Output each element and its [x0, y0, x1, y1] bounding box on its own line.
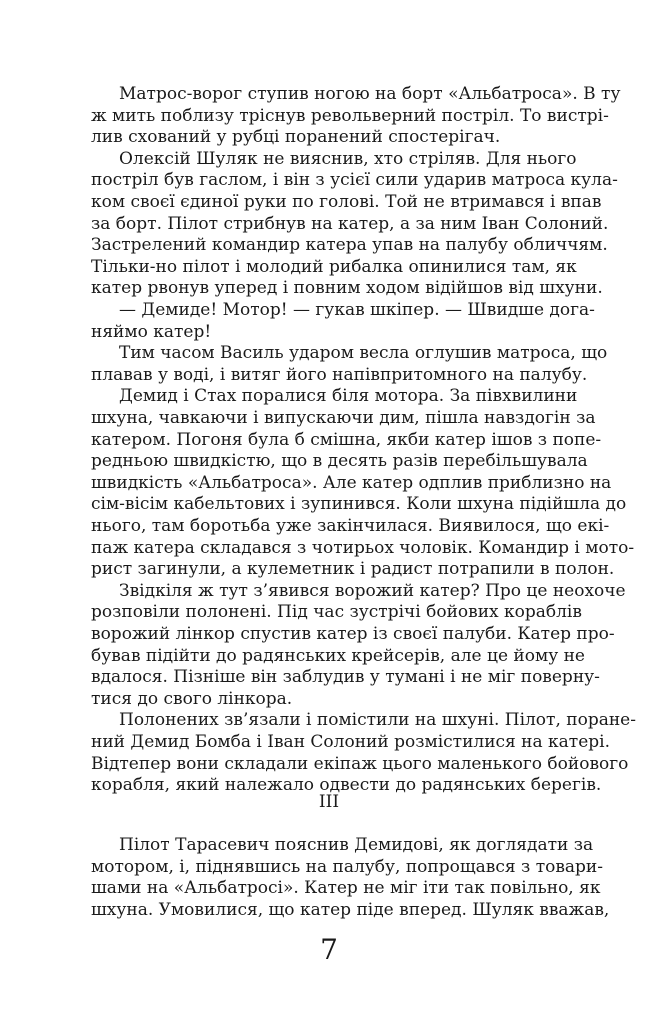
text-line: катером. Погоня була б смішна, якби катер ішов з попе-	[91, 429, 602, 450]
text-line: катер рвонув уперед і повним ходом відійшов від шхуни.	[91, 278, 603, 299]
text-line: лив схований у рубці поранений спостерігач.	[91, 127, 501, 148]
text-line: ний Демид Бомба і Іван Солоний розмістилися на катері.	[91, 732, 610, 752]
text-line: Олексій Шуляк не вияснив, хто стріляв. Для нього	[119, 148, 577, 169]
text-line: Демид і Стах поралися біля мотора. За півхвилини	[119, 386, 578, 407]
text-line: Матрос-ворог ступив ногою на борт «Альбатроса». В ту	[119, 84, 621, 104]
text-line: ворожий лінкор спустив катер із своєї палуби. Катер про-	[91, 624, 615, 644]
text-line: — Демиде! Мотор! — гукав шкіпер. — Швидше дога-	[119, 300, 595, 320]
text-line: мотором, і, піднявшись на палубу, попрощався з товари-	[91, 856, 604, 877]
text-line: Тільки-но пілот і молодий рибалка опинилися там, як	[91, 256, 577, 277]
text-line: нього, там боротьба уже закінчилася. Виявилося, що екі-	[91, 516, 610, 536]
text-line: швидкість «Альбатроса». Але катер одплив приблизно на	[91, 472, 612, 493]
text-line: бував підійти до радянських крейсерів, але це йому не	[91, 645, 585, 666]
text-line: плавав у воді, і витяг його напівпритомного на палубу.	[91, 364, 588, 385]
text-line: ж мить поблизу тріснув револьверний постріл. То вистрі-	[91, 105, 609, 126]
page-number: 7	[320, 933, 338, 966]
chapter-heading: III	[318, 792, 340, 812]
text-line: шами на «Альбатросі». Катер не міг іти так повільно, як	[91, 878, 601, 899]
text-line: ком своєї єдиної руки по голові. Той не втримався і впав	[91, 192, 602, 212]
text-line: Застрелений командир катера упав на палубу обличчям.	[91, 235, 608, 256]
text-line: корабля, який належало одвести до радянських берегів.	[91, 775, 602, 796]
text-line: постріл був гаслом, і він з усієї сили ударив матроса кула-	[91, 170, 618, 191]
text-line: вдалося. Пізніше він заблудив у тумані і не міг поверну-	[91, 667, 600, 688]
text-line: шхуна. Умовилися, що катер піде вперед. Шуляк вважав,	[91, 899, 610, 920]
text-line: редньою швидкістю, що в десять разів перебільшувала	[91, 451, 588, 472]
text-line: Відтепер вони складали екіпаж цього маленького бойового	[91, 753, 629, 774]
text-line: шхуна, чавкаючи і випускаючи дим, пішла навздогін за	[91, 408, 596, 428]
text-line: Полонених зв’язали і помістили на шхуні. Пілот, поране-	[119, 710, 636, 731]
text-line: паж катера складався з чотирьох чоловік. Командир і мото-	[91, 537, 635, 558]
text-line: няймо катер!	[91, 321, 212, 342]
text-line: за борт. Пілот стрибнув на катер, а за ним Іван Солоний.	[91, 213, 609, 234]
text-line: Тим часом Василь ударом весла оглушив матроса, що	[119, 343, 608, 364]
text-line: сім-вісім кабельтових і зупинився. Коли шхуна підійшла до	[91, 494, 627, 515]
text-line: рист загинули, а кулеметник і радист потрапили в полон.	[91, 559, 615, 580]
text-line: розповіли полонені. Під час зустрічі бойових кораблів	[91, 602, 582, 623]
text-line: тися до свого лінкора.	[91, 688, 293, 709]
text-line: Пілот Тарасевич пояснив Демидові, як доглядати за	[119, 835, 594, 855]
text-line: Звідкіля ж тут з’явився ворожий катер? Про це неохоче	[119, 580, 626, 601]
